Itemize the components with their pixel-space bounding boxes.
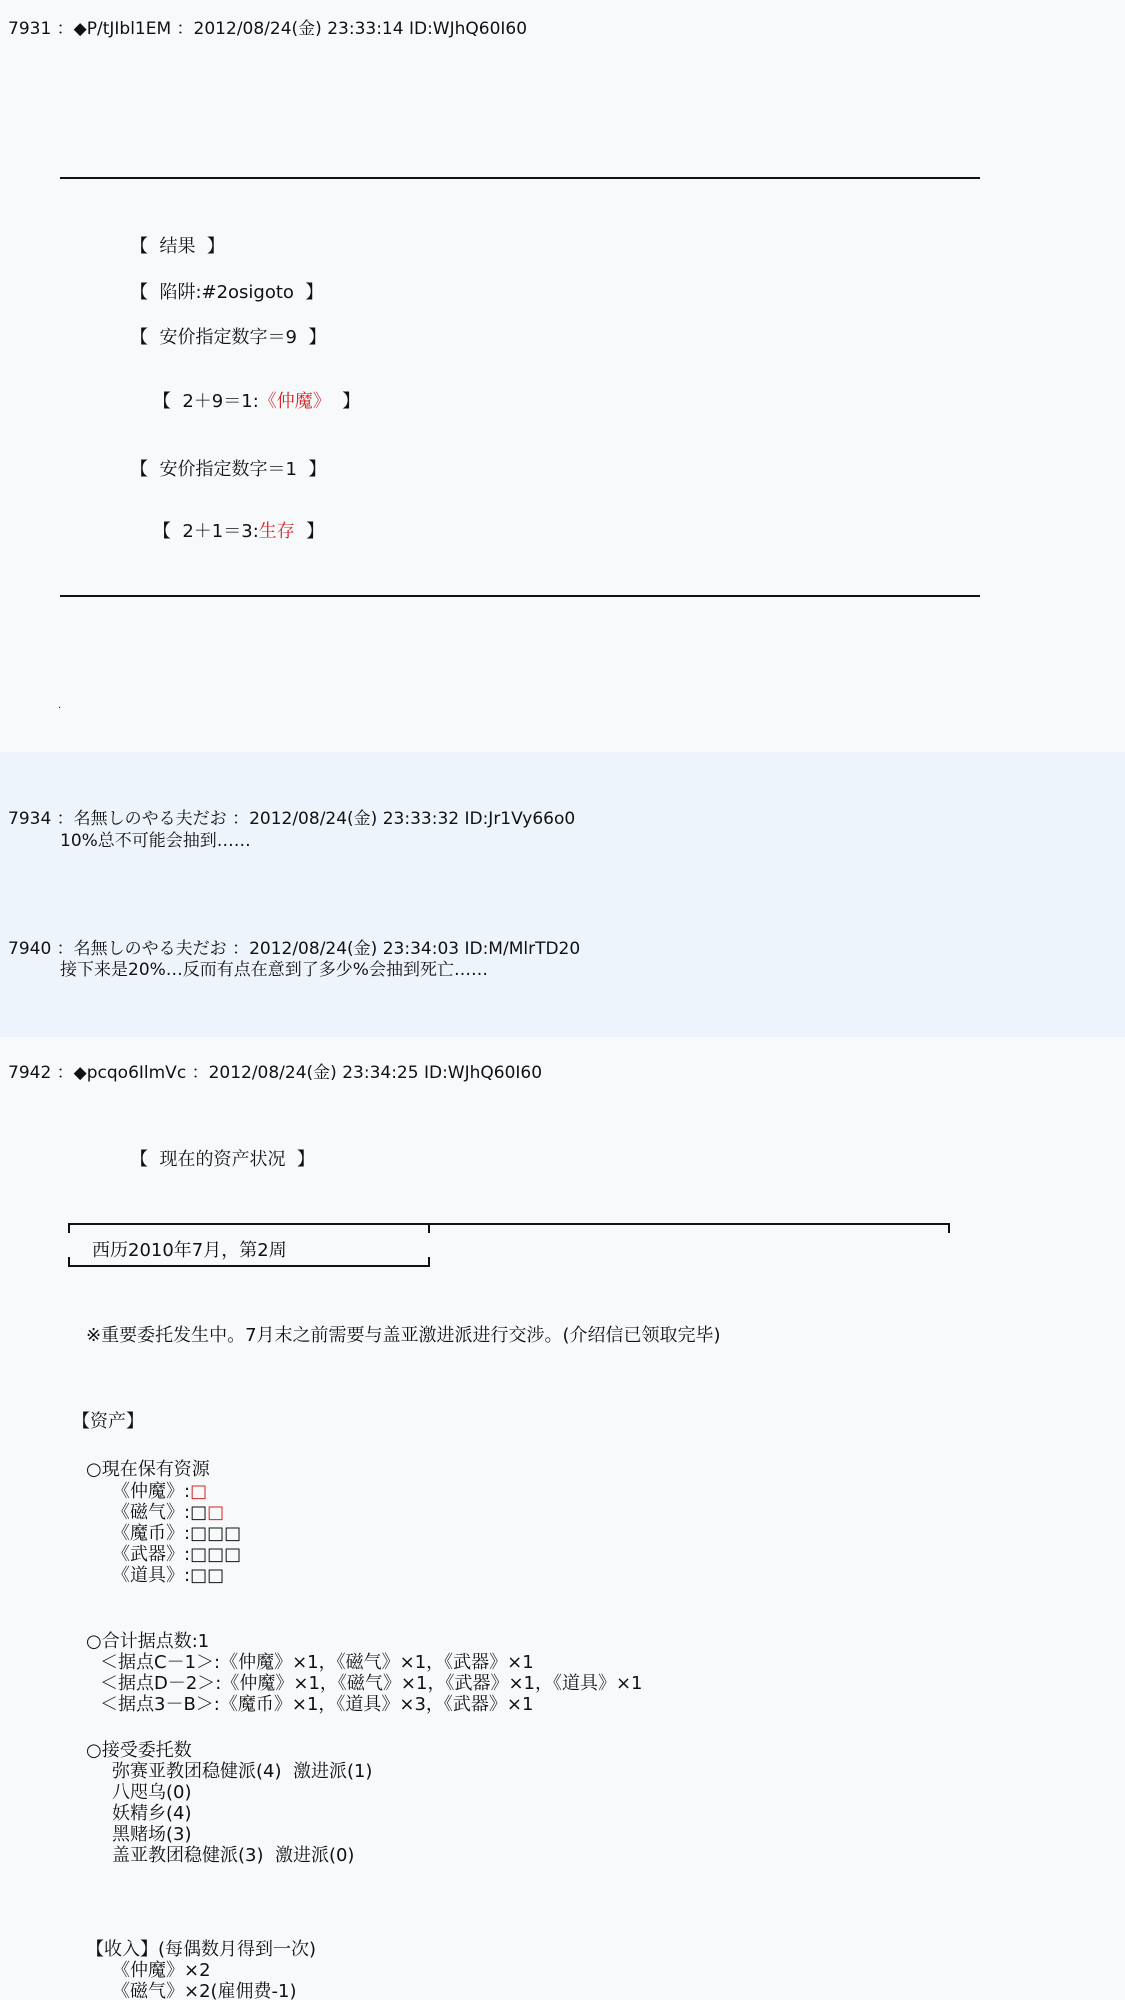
commission-row: 弥赛亚教团稳健派(4) 激进派(1): [112, 1761, 373, 1782]
calc-line-2: [130, 496, 324, 564]
box-tick: [68, 1223, 70, 1233]
result-highlight: 《仲魔》: [258, 391, 331, 412]
holding-label: 《魔币》:: [112, 1523, 191, 1544]
assets-heading: 【资产】: [72, 1411, 144, 1432]
post-7931: [0, 0, 1125, 752]
commission-row: 妖精乡(4): [112, 1803, 192, 1824]
dot-mark: .: [58, 700, 62, 711]
box-bottom: [68, 1265, 428, 1267]
post-header: 7940 ：名無しのやる夫だお ：2012/08/24(金) 23:34:03 ID:M/MlrTD20: [8, 939, 581, 959]
post-header: 7931 ：◆P/tJIbl1EM ：2012/08/24(金) 23:33:14 ID:WJhQ60I60: [8, 19, 528, 39]
post-body: 10%总不可能会抽到……: [60, 831, 251, 851]
post-header: 7934 ：名無しのやる夫だお ：2012/08/24(金) 23:33:32 ID:Jr1Vy66o0: [8, 809, 576, 829]
result-title: 【 结果 】: [130, 236, 225, 257]
commission-row: 盖亚教团稳健派(3) 激进派(0): [112, 1845, 355, 1866]
holding-slots: □□: [190, 1565, 225, 1586]
holding-slots: □□□: [190, 1523, 242, 1544]
commission-row: 八咫乌(0): [112, 1782, 192, 1803]
holdings-heading: ○現在保有资源: [86, 1459, 210, 1480]
holding-new-slots: □: [207, 1502, 225, 1523]
holding-label: 《道具》:: [112, 1565, 191, 1586]
holding-label: 《武器》:: [112, 1544, 191, 1565]
post-body: 接下来是20%…反而有点在意到了多少%会抽到死亡……: [60, 960, 488, 980]
divider: [60, 177, 980, 179]
calc-line-1: [130, 366, 360, 434]
base-row: ＜据点C－1＞:《仲魔》×1，《磁气》×1，《武器》×1: [100, 1652, 534, 1673]
bases-heading: ○合计据点数:1: [86, 1631, 210, 1652]
trap-line: 【 陷阱:#2osigoto 】: [130, 282, 324, 303]
anchor-number-line: 【 安价指定数字＝1 】: [130, 459, 327, 480]
calc-text: 【 2＋1＝3:: [152, 521, 259, 542]
box-top-left: [68, 1223, 428, 1225]
box-tick: [428, 1257, 430, 1267]
commission-row: 黑赌场(3): [112, 1824, 192, 1845]
reply-block: [0, 752, 1125, 1037]
holding-slots: □: [190, 1502, 208, 1523]
holding-new-slots: □: [190, 1481, 208, 1502]
calc-text: 【 2＋9＝1:: [152, 391, 259, 412]
holding-slots: □□□: [190, 1544, 242, 1565]
post-7942: [0, 1037, 1125, 2000]
income-row: 《仲魔》×2: [112, 1960, 211, 1981]
income-heading: 【收入】(每偶数月得到一次): [86, 1939, 317, 1960]
base-row: ＜据点D－2＞:《仲魔》×1，《磁气》×1，《武器》×1，《道具》×1: [100, 1673, 643, 1694]
income-row: 《磁气》×2(雇佣费-1): [112, 1981, 297, 2002]
box-tick: [68, 1257, 70, 1267]
calc-tail: 】: [294, 521, 325, 542]
box-top-right: [430, 1223, 950, 1225]
post-header: 7942 ：◆pcqo6IlmVc ：2012/08/24(金) 23:34:25 ID:WJhQ60I60: [8, 1063, 543, 1083]
anchor-number-line: 【 安价指定数字＝9 】: [130, 327, 327, 348]
commissions-heading: ○接受委托数: [86, 1740, 192, 1761]
result-highlight: 生存: [258, 521, 295, 542]
calc-tail: 】: [330, 391, 361, 412]
box-tick: [948, 1223, 950, 1233]
base-row: ＜据点3－B＞:《魔币》×1，《道具》×3，《武器》×1: [100, 1694, 534, 1715]
divider: [60, 595, 980, 597]
holding-label: 《仲魔》:: [112, 1481, 191, 1502]
date-box-text: 西历2010年7月，第2周: [92, 1240, 287, 1261]
holding-label: 《磁气》:: [112, 1502, 191, 1523]
notice-text: ※重要委托发生中。7月末之前需要与盖亚激进派进行交涉。(介绍信已领取完毕): [86, 1325, 721, 1346]
holding-row: [112, 1561, 224, 1587]
status-title: 【 现在的资产状况 】: [130, 1149, 315, 1170]
